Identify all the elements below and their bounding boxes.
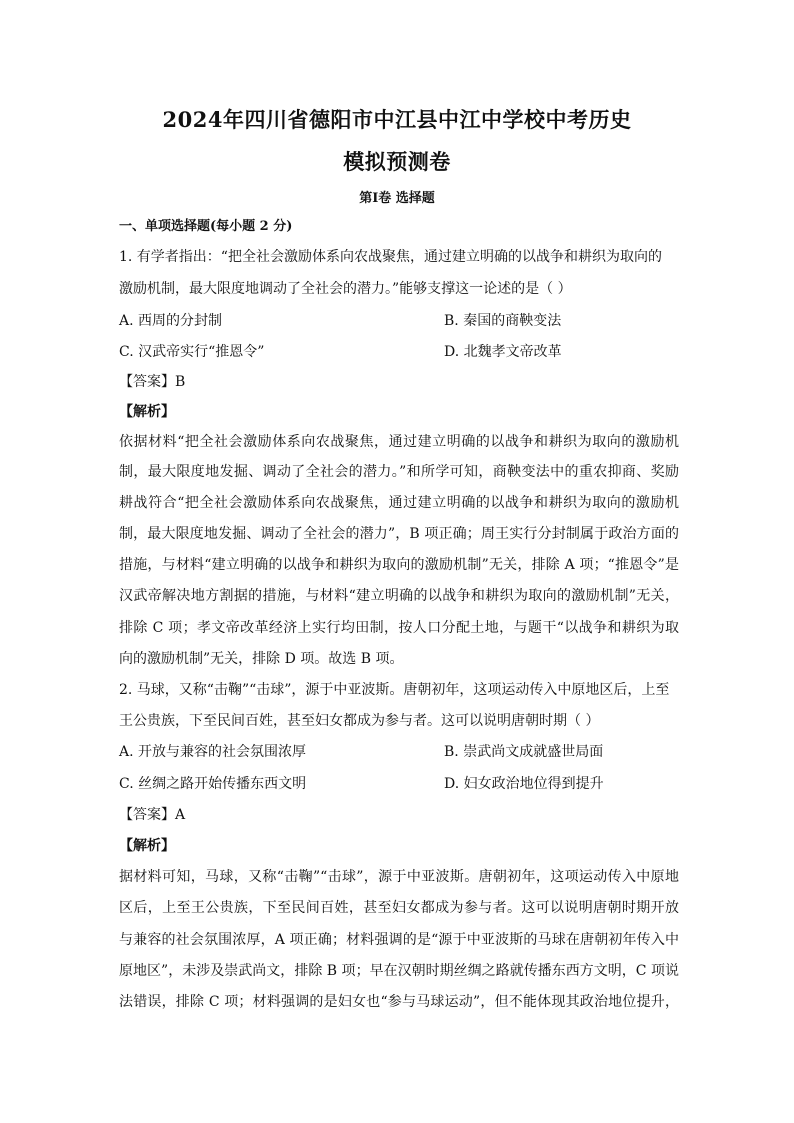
section-heading: 一、单项选择题(每小题 2 分) [119,219,293,234]
q2-option-c: C. 丝绸之路开始传播东西文明 [119,776,307,792]
page-title-line2: 模拟预测卷 [343,149,451,174]
q2-analysis-line: 法错误，排除 C 项；材料强调的是妇女也“参与马球运动”，但不能体现其政治地位提升， [119,994,679,1010]
q1-option-d: D. 北魏孝文帝改革 [444,344,562,360]
q2-analysis-line: 原地区”，未涉及崇武尚文，排除 B 项；早在汉朝时期丝绸之路就传播东西方文明，C 项说 [119,963,679,979]
q2-answer: 【答案】A [119,807,186,823]
q1-stem-line2: 激励机制，最大限度地调动了全社会的潜力。”能够支撑这一论述的是（ ） [119,281,572,297]
page-title: 2024年四川省德阳市中江县中江中学校中考历史 [162,107,632,132]
q2-option-b: B. 崇武尚文成就盛世局面 [444,744,604,760]
q1-analysis-line: 耕战符合“把全社会激励体系向农战聚焦，通过建立明确的以战争和耕织为取向的激励机 [119,495,679,511]
q1-analysis-line: 汉武帝解决地方割据的措施，与材料“建立明确的以战争和耕织为取向的激励机制”无关， [119,588,679,604]
q1-analysis-line: 排除 C 项；孝文帝改革经济上实行均田制，按人口分配土地，与题干“以战争和耕织为取 [119,620,679,636]
q1-analysis-line: 措施，与材料“建立明确的以战争和耕织为取向的激励机制”无关，排除 A 项；“推恩令”是 [119,557,679,573]
q1-analysis-line: 制，最大限度地发掘、调动了全社会的潜力”，B 项正确；周王实行分封制属于政治方面的 [119,526,679,542]
q1-stem-line1: 1. 有学者指出：“把全社会激励体系向农战聚焦，通过建立明确的以战争和耕织为取向的 [119,249,662,265]
q1-option-c: C. 汉武帝实行“推恩令” [119,344,265,360]
q1-option-b: B. 秦国的商鞅变法 [444,313,562,329]
q2-analysis-label: 【解析】 [119,838,175,854]
q2-analysis-line: 区后，上至王公贵族，下至民间百姓，甚至妇女都成为参与者。这可以说明唐朝时期开放 [119,900,679,916]
q2-stem-line1: 2. 马球，又称“击鞠”“击球”，源于中亚波斯。唐朝初年，这项运动传入中原地区后，上至 [119,682,670,698]
q1-analysis-line: 制，最大限度地发掘、调动了全社会的潜力。”和所学可知，商鞅变法中的重农抑商、奖励 [119,464,679,480]
q2-stem-line2: 王公贵族，下至民间百姓，甚至妇女都成为参与者。这可以说明唐朝时期（ ） [119,713,600,729]
q1-analysis-line: 依据材料“把全社会激励体系向农战聚焦，通过建立明确的以战争和耕织为取向的激励机 [119,434,679,450]
q2-analysis-line: 据材料可知，马球，又称“击鞠”“击球”，源于中亚波斯。唐朝初年，这项运动传入中原地 [119,869,679,885]
q1-analysis-label: 【解析】 [119,404,175,420]
q1-analysis-line: 向的激励机制”无关，排除 D 项。故选 B 项。 [119,651,404,667]
q1-option-a: A. 西周的分封制 [119,313,223,329]
part-title: 第I卷 选择题 [359,191,435,206]
q2-analysis-line: 与兼容的社会氛围浓厚，A 项正确；材料强调的是“源于中亚波斯的马球在唐朝初年传入中 [119,932,679,948]
q2-option-d: D. 妇女政治地位得到提升 [444,776,604,792]
q1-answer: 【答案】B [119,374,186,390]
q2-option-a: A. 开放与兼容的社会氛围浓厚 [119,744,307,760]
